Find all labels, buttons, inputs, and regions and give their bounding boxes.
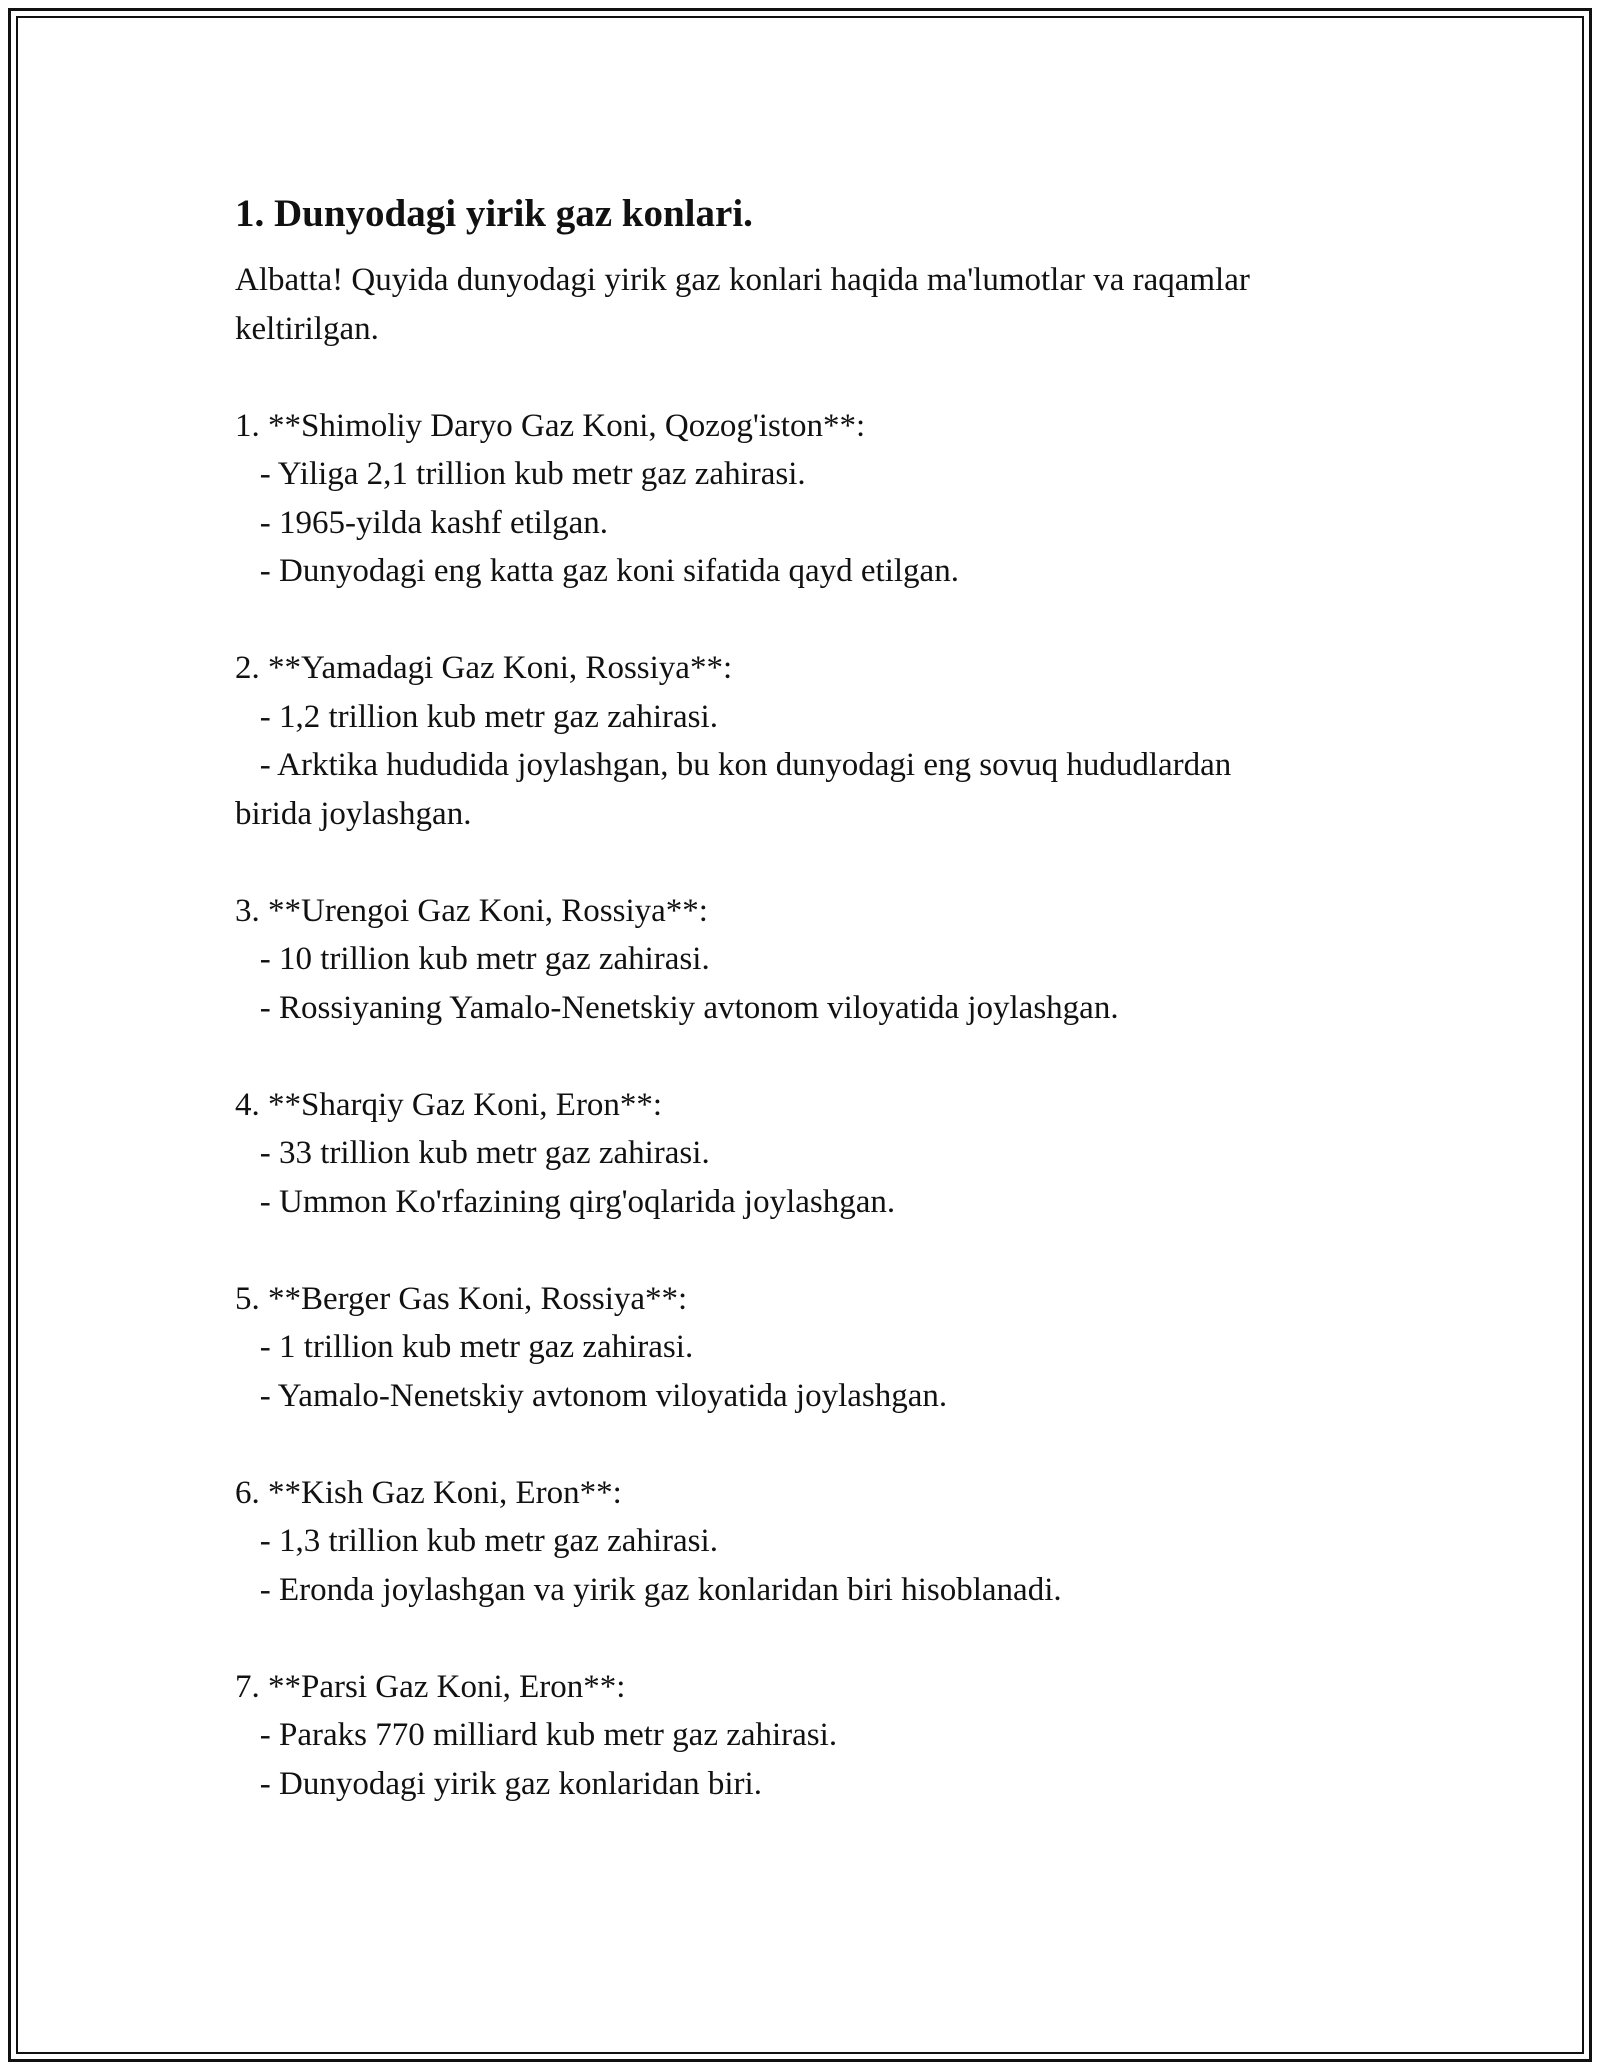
gas-field-title: 7. **Parsi Gaz Koni, Eron**: bbox=[235, 1668, 626, 1705]
gas-field-detail: - Paraks 770 milliard kub metr gaz zahirasi. bbox=[235, 1717, 838, 1753]
gas-field-title: 4. **Sharqiy Gaz Koni, Eron**: bbox=[235, 1086, 663, 1123]
paragraph-spacer bbox=[235, 1226, 1395, 1275]
gas-field-detail: - 1965-yilda kashf etilgan. bbox=[235, 504, 608, 541]
gas-field-detail: - Yiliga 2,1 trillion kub metr gaz zahirasi. bbox=[235, 456, 806, 492]
gas-field-detail: - Dunyodagi eng katta gaz koni sifatida qayd etilgan. bbox=[235, 553, 959, 589]
intro-line: keltirilgan. bbox=[235, 310, 379, 347]
gas-field-title: 2. **Yamadagi Gaz Koni, Rossiya**: bbox=[235, 650, 733, 686]
gas-field-item bbox=[235, 1469, 1395, 1615]
intro-paragraph bbox=[235, 256, 1395, 353]
gas-field-title: 5. **Berger Gas Koni, Rossiya**: bbox=[235, 1280, 688, 1317]
gas-field-detail: - Ummon Ko'rfazining qirg'oqlarida joylashgan. bbox=[235, 1183, 896, 1220]
paragraph-spacer bbox=[235, 1614, 1395, 1663]
gas-field-detail: - 10 trillion kub metr gaz zahirasi. bbox=[235, 941, 710, 977]
gas-field-item bbox=[235, 887, 1395, 1033]
paragraph-spacer bbox=[235, 838, 1395, 887]
gas-field-detail: - 1,2 trillion kub metr gaz zahirasi. bbox=[235, 698, 718, 735]
gas-field-title: 1. **Shimoliy Daryo Gaz Koni, Qozog'iston**: bbox=[235, 407, 866, 444]
gas-field-detail: - Rossiyaning Yamalo-Nenetskiy avtonom viloyatida joylashgan. bbox=[235, 989, 1119, 1026]
gas-field-item bbox=[235, 1081, 1395, 1227]
gas-field-detail: - Eronda joylashgan va yirik gaz konlaridan biri hisoblanadi. bbox=[235, 1571, 1062, 1608]
document-body bbox=[235, 186, 1395, 1808]
gas-field-detail: - Dunyodagi yirik gaz konlaridan biri. bbox=[235, 1765, 762, 1802]
gas-field-item bbox=[235, 402, 1395, 596]
gas-field-item bbox=[235, 1663, 1395, 1809]
intro-line: Albatta! Quyida dunyodagi yirik gaz konlari haqida ma'lumotlar va raqamlar bbox=[235, 262, 1250, 298]
paragraph-spacer bbox=[235, 1032, 1395, 1081]
gas-field-detail: - 33 trillion kub metr gaz zahirasi. bbox=[235, 1135, 710, 1171]
document-heading: 1. Dunyodagi yirik gaz konlari. bbox=[235, 192, 753, 235]
gas-field-detail: birida joylashgan. bbox=[235, 795, 472, 832]
gas-field-item bbox=[235, 1275, 1395, 1421]
paragraph-spacer bbox=[235, 1420, 1395, 1469]
gas-field-item bbox=[235, 644, 1395, 838]
gas-field-title: 6. **Kish Gaz Koni, Eron**: bbox=[235, 1474, 622, 1511]
gas-field-list bbox=[235, 353, 1395, 1808]
gas-field-detail: - Arktika hududida joylashgan, bu kon dunyodagi eng sovuq hududlardan bbox=[235, 747, 1232, 783]
gas-field-detail: - Yamalo-Nenetskiy avtonom viloyatida joylashgan. bbox=[235, 1377, 948, 1414]
gas-field-detail: - 1 trillion kub metr gaz zahirasi. bbox=[235, 1329, 694, 1365]
paragraph-spacer bbox=[235, 596, 1395, 645]
gas-field-detail: - 1,3 trillion kub metr gaz zahirasi. bbox=[235, 1523, 718, 1559]
gas-field-title: 3. **Urengoi Gaz Koni, Rossiya**: bbox=[235, 892, 708, 929]
paragraph-spacer bbox=[235, 353, 1395, 402]
